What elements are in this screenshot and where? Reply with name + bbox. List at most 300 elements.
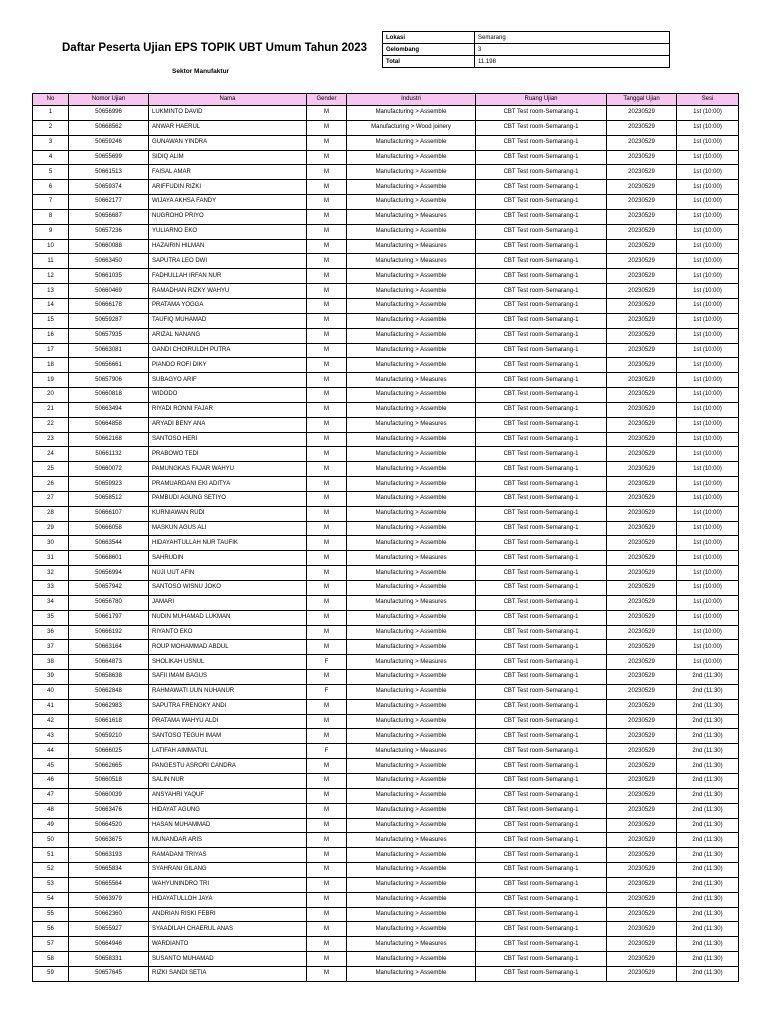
col-sesi-cell: 1st (10:00) (677, 625, 739, 640)
col-gender-cell: M (307, 848, 347, 863)
col-sesi-cell: 1st (10:00) (677, 595, 739, 610)
col-nomor-ujian-cell: 50666178 (69, 298, 149, 313)
table-row (33, 714, 739, 729)
col-tanggal-ujian-cell: 20230529 (607, 907, 677, 922)
col-tanggal-ujian-cell: 20230529 (607, 254, 677, 269)
col-gender-cell: M (307, 773, 347, 788)
col-tanggal-ujian-cell: 20230529 (607, 803, 677, 818)
col-gender-cell: M (307, 447, 347, 462)
col-ruang-ujian-header: Ruang Ujian (476, 94, 607, 106)
col-industri-cell: Manufacturing > Wood joinery (347, 120, 476, 135)
table-row (33, 848, 739, 863)
col-ruang-ujian-cell: CBT Test room-Semarang-1 (476, 447, 607, 462)
col-sesi-cell: 2nd (11:30) (677, 833, 739, 848)
table-row (33, 640, 739, 655)
col-industri-cell: Manufacturing > Assemble (347, 447, 476, 462)
col-sesi-cell: 2nd (11:30) (677, 952, 739, 967)
col-nama-cell: MUNANDAR ARIS (149, 833, 307, 848)
col-no-cell: 41 (33, 699, 69, 714)
col-ruang-ujian-cell: CBT Test room-Semarang-1 (476, 966, 607, 981)
col-no-cell: 46 (33, 773, 69, 788)
col-ruang-ujian-cell: CBT Test room-Semarang-1 (476, 506, 607, 521)
col-no-cell: 58 (33, 952, 69, 967)
info-value: 3 (475, 44, 670, 56)
col-industri-header: Industri (347, 94, 476, 106)
col-sesi-cell: 2nd (11:30) (677, 684, 739, 699)
col-nama-cell: SYAHRANI GILANG (149, 863, 307, 878)
col-nomor-ujian-cell: 50661797 (69, 610, 149, 625)
col-industri-cell: Manufacturing > Assemble (347, 358, 476, 373)
col-nama-cell: ARIFFUDIN RIZKI (149, 180, 307, 195)
col-ruang-ujian-cell: CBT Test room-Semarang-1 (476, 402, 607, 417)
col-sesi-cell: 2nd (11:30) (677, 773, 739, 788)
col-nomor-ujian-cell: 50661513 (69, 165, 149, 180)
col-ruang-ujian-cell: CBT Test room-Semarang-1 (476, 388, 607, 403)
col-ruang-ujian-cell: CBT Test room-Semarang-1 (476, 417, 607, 432)
col-ruang-ujian-cell: CBT Test room-Semarang-1 (476, 640, 607, 655)
col-gender-cell: M (307, 417, 347, 432)
col-nama-cell: RAMADHAN RIZKY WAHYU (149, 284, 307, 299)
col-no-cell: 28 (33, 506, 69, 521)
table-row (33, 491, 739, 506)
col-nama-cell: SANTOSO WISNU JOKO (149, 581, 307, 596)
col-nomor-ujian-cell: 50663979 (69, 892, 149, 907)
col-nama-cell: ANDRIAN RISKI FEBRI (149, 907, 307, 922)
col-tanggal-ujian-cell: 20230529 (607, 952, 677, 967)
col-gender-cell: M (307, 313, 347, 328)
col-nama-cell: KURNIAWAN RUDI (149, 506, 307, 521)
col-nomor-ujian-cell: 50661035 (69, 269, 149, 284)
col-industri-cell: Manufacturing > Assemble (347, 388, 476, 403)
col-nama-cell: HAZAIRIN HILMAN (149, 239, 307, 254)
col-sesi-cell: 2nd (11:30) (677, 818, 739, 833)
col-gender-cell: M (307, 714, 347, 729)
col-sesi-cell: 1st (10:00) (677, 477, 739, 492)
col-tanggal-ujian-cell: 20230529 (607, 684, 677, 699)
col-industri-cell: Manufacturing > Assemble (347, 773, 476, 788)
col-no-cell: 37 (33, 640, 69, 655)
col-tanggal-ujian-cell: 20230529 (607, 536, 677, 551)
col-sesi-cell: 1st (10:00) (677, 388, 739, 403)
col-industri-cell: Manufacturing > Assemble (347, 195, 476, 210)
col-tanggal-ujian-cell: 20230529 (607, 106, 677, 121)
col-industri-cell: Manufacturing > Assemble (347, 566, 476, 581)
col-industri-cell: Manufacturing > Assemble (347, 966, 476, 981)
col-sesi-cell: 2nd (11:30) (677, 699, 739, 714)
col-sesi-header: Sesi (677, 94, 739, 106)
col-gender-cell: M (307, 803, 347, 818)
col-sesi-cell: 2nd (11:30) (677, 729, 739, 744)
col-ruang-ujian-cell: CBT Test room-Semarang-1 (476, 536, 607, 551)
col-no-cell: 49 (33, 818, 69, 833)
col-tanggal-ujian-cell: 20230529 (607, 551, 677, 566)
participant-table (32, 93, 739, 982)
col-industri-cell: Manufacturing > Assemble (347, 106, 476, 121)
col-no-cell: 24 (33, 447, 69, 462)
col-no-cell: 59 (33, 966, 69, 981)
col-sesi-cell: 1st (10:00) (677, 432, 739, 447)
col-ruang-ujian-cell: CBT Test room-Semarang-1 (476, 313, 607, 328)
col-nomor-ujian-cell: 50660518 (69, 773, 149, 788)
col-tanggal-ujian-cell: 20230529 (607, 640, 677, 655)
col-no-cell: 52 (33, 863, 69, 878)
col-nama-cell: TAUFIQ MUHAMAD (149, 313, 307, 328)
col-no-cell: 51 (33, 848, 69, 863)
col-no-cell: 35 (33, 610, 69, 625)
col-tanggal-ujian-header: Tanggal Ujian (607, 94, 677, 106)
col-nomor-ujian-cell: 50662983 (69, 699, 149, 714)
col-tanggal-ujian-cell: 20230529 (607, 759, 677, 774)
col-no-cell: 50 (33, 833, 69, 848)
col-industri-cell: Manufacturing > Assemble (347, 432, 476, 447)
table-row (33, 966, 739, 981)
col-ruang-ujian-cell: CBT Test room-Semarang-1 (476, 298, 607, 313)
table-row (33, 313, 739, 328)
col-industri-cell: Manufacturing > Measures (347, 254, 476, 269)
col-no-cell: 11 (33, 254, 69, 269)
col-gender-cell: M (307, 759, 347, 774)
col-ruang-ujian-cell: CBT Test room-Semarang-1 (476, 803, 607, 818)
table-row (33, 447, 739, 462)
col-tanggal-ujian-cell: 20230529 (607, 714, 677, 729)
col-ruang-ujian-cell: CBT Test room-Semarang-1 (476, 833, 607, 848)
col-tanggal-ujian-cell: 20230529 (607, 670, 677, 685)
table-row (33, 744, 739, 759)
col-tanggal-ujian-cell: 20230529 (607, 120, 677, 135)
col-no-cell: 5 (33, 165, 69, 180)
col-industri-cell: Manufacturing > Assemble (347, 863, 476, 878)
col-nama-cell: RAHMAWATI UUN NUHANUR (149, 684, 307, 699)
col-nomor-ujian-cell: 50660088 (69, 239, 149, 254)
col-nomor-ujian-cell: 50655927 (69, 922, 149, 937)
col-gender-cell: M (307, 581, 347, 596)
table-row (33, 254, 739, 269)
col-ruang-ujian-cell: CBT Test room-Semarang-1 (476, 224, 607, 239)
col-tanggal-ujian-cell: 20230529 (607, 773, 677, 788)
col-sesi-cell: 2nd (11:30) (677, 937, 739, 952)
col-industri-cell: Manufacturing > Assemble (347, 670, 476, 685)
col-ruang-ujian-cell: CBT Test room-Semarang-1 (476, 269, 607, 284)
table-row (33, 625, 739, 640)
col-no-cell: 18 (33, 358, 69, 373)
col-ruang-ujian-cell: CBT Test room-Semarang-1 (476, 863, 607, 878)
col-nama-cell: SAFII IMAM BAGUS (149, 670, 307, 685)
col-nomor-ujian-cell: 50664520 (69, 818, 149, 833)
col-no-cell: 38 (33, 655, 69, 670)
col-tanggal-ujian-cell: 20230529 (607, 818, 677, 833)
col-nama-cell: NUDIN MUHAMAD LUKMAN (149, 610, 307, 625)
col-nomor-ujian-cell: 50660469 (69, 284, 149, 299)
col-gender-cell: M (307, 135, 347, 150)
col-sesi-cell: 1st (10:00) (677, 566, 739, 581)
col-gender-cell: M (307, 506, 347, 521)
col-tanggal-ujian-cell: 20230529 (607, 877, 677, 892)
col-ruang-ujian-cell: CBT Test room-Semarang-1 (476, 239, 607, 254)
col-no-cell: 17 (33, 343, 69, 358)
col-nomor-ujian-cell: 50662665 (69, 759, 149, 774)
col-tanggal-ujian-cell: 20230529 (607, 833, 677, 848)
col-nomor-ujian-cell: 50663193 (69, 848, 149, 863)
col-tanggal-ujian-cell: 20230529 (607, 313, 677, 328)
col-tanggal-ujian-cell: 20230529 (607, 417, 677, 432)
col-sesi-cell: 1st (10:00) (677, 195, 739, 210)
col-nomor-ujian-cell: 50663544 (69, 536, 149, 551)
col-industri-cell: Manufacturing > Assemble (347, 907, 476, 922)
col-ruang-ujian-cell: CBT Test room-Semarang-1 (476, 551, 607, 566)
col-nama-cell: RIZKI SANDI SETIA (149, 966, 307, 981)
col-nomor-ujian-cell: 50662848 (69, 684, 149, 699)
col-nama-cell: PRATAMA YOGGA (149, 298, 307, 313)
col-industri-cell: Manufacturing > Assemble (347, 298, 476, 313)
col-gender-cell: M (307, 477, 347, 492)
col-nama-cell: GUNAWAN YINDRA (149, 135, 307, 150)
col-no-cell: 7 (33, 195, 69, 210)
col-gender-cell: M (307, 551, 347, 566)
col-nama-cell: SHOLIKAH USNUL (149, 655, 307, 670)
table-row (33, 180, 739, 195)
col-industri-cell: Manufacturing > Assemble (347, 343, 476, 358)
col-ruang-ujian-cell: CBT Test room-Semarang-1 (476, 595, 607, 610)
sector-subtitle: Sektor Manufaktur (172, 68, 230, 75)
table-row (33, 506, 739, 521)
col-nomor-ujian-cell: 50664858 (69, 417, 149, 432)
col-sesi-cell: 1st (10:00) (677, 313, 739, 328)
col-ruang-ujian-cell: CBT Test room-Semarang-1 (476, 670, 607, 685)
col-nomor-ujian-cell: 50663675 (69, 833, 149, 848)
col-nama-cell: YULIARNO EKO (149, 224, 307, 239)
col-sesi-cell: 2nd (11:30) (677, 803, 739, 818)
col-nama-cell: SANTOSO TEGUH IMAM (149, 729, 307, 744)
table-row (33, 135, 739, 150)
info-table (382, 31, 670, 68)
col-nama-cell: ROUP MOHAMMAD ABDUL (149, 640, 307, 655)
col-gender-cell: M (307, 640, 347, 655)
col-gender-cell: M (307, 150, 347, 165)
col-gender-cell: M (307, 106, 347, 121)
col-no-cell: 19 (33, 373, 69, 388)
col-sesi-cell: 1st (10:00) (677, 610, 739, 625)
col-nama-cell: ARYADI BENY ANA (149, 417, 307, 432)
col-nomor-ujian-cell: 50668562 (69, 120, 149, 135)
col-nama-header: Nama (149, 94, 307, 106)
col-gender-cell: M (307, 521, 347, 536)
col-sesi-cell: 2nd (11:30) (677, 744, 739, 759)
col-ruang-ujian-cell: CBT Test room-Semarang-1 (476, 655, 607, 670)
col-nama-cell: LATIFAH AIMMATUL (149, 744, 307, 759)
col-nomor-ujian-cell: 50657942 (69, 581, 149, 596)
col-nomor-ujian-cell: 50663494 (69, 402, 149, 417)
col-ruang-ujian-cell: CBT Test room-Semarang-1 (476, 610, 607, 625)
col-gender-cell: M (307, 209, 347, 224)
col-ruang-ujian-cell: CBT Test room-Semarang-1 (476, 373, 607, 388)
col-ruang-ujian-cell: CBT Test room-Semarang-1 (476, 744, 607, 759)
col-tanggal-ujian-cell: 20230529 (607, 521, 677, 536)
col-sesi-cell: 2nd (11:30) (677, 759, 739, 774)
col-no-cell: 21 (33, 402, 69, 417)
col-nomor-ujian-cell: 50656994 (69, 566, 149, 581)
col-nomor-ujian-cell: 50660039 (69, 788, 149, 803)
col-gender-cell: F (307, 684, 347, 699)
col-ruang-ujian-cell: CBT Test room-Semarang-1 (476, 922, 607, 937)
col-nomor-ujian-cell: 50661618 (69, 714, 149, 729)
col-industri-cell: Manufacturing > Assemble (347, 135, 476, 150)
col-no-cell: 9 (33, 224, 69, 239)
table-row (33, 358, 739, 373)
col-sesi-cell: 1st (10:00) (677, 581, 739, 596)
col-no-cell: 20 (33, 388, 69, 403)
col-no-cell: 29 (33, 521, 69, 536)
col-no-cell: 33 (33, 581, 69, 596)
table-row (33, 298, 739, 313)
col-gender-cell: M (307, 284, 347, 299)
col-tanggal-ujian-cell: 20230529 (607, 209, 677, 224)
col-tanggal-ujian-cell: 20230529 (607, 610, 677, 625)
col-nama-cell: SAPUTRA LEO DWI (149, 254, 307, 269)
col-nomor-ujian-cell: 50656780 (69, 595, 149, 610)
col-gender-cell: M (307, 952, 347, 967)
col-nama-cell: ANSYAHRI YAQUF (149, 788, 307, 803)
col-industri-cell: Manufacturing > Assemble (347, 402, 476, 417)
col-nomor-ujian-cell: 50664873 (69, 655, 149, 670)
col-industri-cell: Manufacturing > Assemble (347, 506, 476, 521)
col-nama-cell: PAMUNGKAS FAJAR WAHYU (149, 462, 307, 477)
col-tanggal-ujian-cell: 20230529 (607, 848, 677, 863)
table-row (33, 284, 739, 299)
table-row (33, 417, 739, 432)
col-no-cell: 40 (33, 684, 69, 699)
col-nama-cell: SYAADILAH CHAERUL ANAS (149, 922, 307, 937)
col-ruang-ujian-cell: CBT Test room-Semarang-1 (476, 877, 607, 892)
col-ruang-ujian-cell: CBT Test room-Semarang-1 (476, 892, 607, 907)
table-row (33, 120, 739, 135)
col-industri-cell: Manufacturing > Assemble (347, 581, 476, 596)
table-row (33, 165, 739, 180)
col-nomor-ujian-cell: 50658331 (69, 952, 149, 967)
col-sesi-cell: 1st (10:00) (677, 358, 739, 373)
col-no-cell: 13 (33, 284, 69, 299)
col-no-cell: 12 (33, 269, 69, 284)
col-gender-cell: M (307, 373, 347, 388)
col-tanggal-ujian-cell: 20230529 (607, 788, 677, 803)
table-row (33, 209, 739, 224)
col-ruang-ujian-cell: CBT Test room-Semarang-1 (476, 120, 607, 135)
col-gender-cell: M (307, 388, 347, 403)
col-gender-cell: M (307, 358, 347, 373)
col-ruang-ujian-cell: CBT Test room-Semarang-1 (476, 462, 607, 477)
col-nama-cell: HIDAYAHTULLAH NUR TAUFIK (149, 536, 307, 551)
col-sesi-cell: 2nd (11:30) (677, 670, 739, 685)
col-tanggal-ujian-cell: 20230529 (607, 343, 677, 358)
col-industri-cell: Manufacturing > Assemble (347, 150, 476, 165)
col-nomor-ujian-cell: 50656996 (69, 106, 149, 121)
table-row (33, 269, 739, 284)
col-nomor-ujian-cell: 50664946 (69, 937, 149, 952)
col-sesi-cell: 1st (10:00) (677, 640, 739, 655)
col-industri-cell: Manufacturing > Assemble (347, 640, 476, 655)
info-row (383, 44, 670, 56)
col-gender-cell: M (307, 699, 347, 714)
col-nomor-ujian-cell: 50662168 (69, 432, 149, 447)
col-gender-cell: M (307, 610, 347, 625)
col-nama-cell: JAMARI (149, 595, 307, 610)
col-no-cell: 30 (33, 536, 69, 551)
col-nomor-ujian-cell: 50659246 (69, 135, 149, 150)
col-nama-cell: FADHULLAH IRFAN NUR (149, 269, 307, 284)
col-sesi-cell: 1st (10:00) (677, 120, 739, 135)
col-tanggal-ujian-cell: 20230529 (607, 195, 677, 210)
table-row (33, 595, 739, 610)
table-row (33, 759, 739, 774)
col-no-cell: 4 (33, 150, 69, 165)
col-nama-cell: SUSANTO MUHAMAD (149, 952, 307, 967)
col-ruang-ujian-cell: CBT Test room-Semarang-1 (476, 254, 607, 269)
col-gender-cell: M (307, 892, 347, 907)
col-gender-cell: M (307, 269, 347, 284)
col-no-cell: 2 (33, 120, 69, 135)
col-nomor-ujian-cell: 50659923 (69, 477, 149, 492)
col-tanggal-ujian-cell: 20230529 (607, 373, 677, 388)
col-sesi-cell: 1st (10:00) (677, 239, 739, 254)
info-value: 11.198 (475, 56, 670, 68)
col-gender-cell: M (307, 833, 347, 848)
col-ruang-ujian-cell: CBT Test room-Semarang-1 (476, 788, 607, 803)
info-value: Semarang (475, 32, 670, 44)
col-industri-cell: Manufacturing > Assemble (347, 729, 476, 744)
col-gender-cell: M (307, 729, 347, 744)
col-ruang-ujian-cell: CBT Test room-Semarang-1 (476, 818, 607, 833)
col-no-cell: 43 (33, 729, 69, 744)
table-row (33, 788, 739, 803)
table-row (33, 684, 739, 699)
col-industri-cell: Manufacturing > Assemble (347, 477, 476, 492)
col-tanggal-ujian-cell: 20230529 (607, 595, 677, 610)
col-ruang-ujian-cell: CBT Test room-Semarang-1 (476, 684, 607, 699)
col-ruang-ujian-cell: CBT Test room-Semarang-1 (476, 566, 607, 581)
col-nama-cell: HIDAYATULLOH JAYA (149, 892, 307, 907)
col-ruang-ujian-cell: CBT Test room-Semarang-1 (476, 195, 607, 210)
col-nomor-ujian-cell: 50659287 (69, 313, 149, 328)
col-sesi-cell: 1st (10:00) (677, 506, 739, 521)
col-nomor-ujian-cell: 50665564 (69, 877, 149, 892)
col-nomor-ujian-cell: 50659210 (69, 729, 149, 744)
col-no-cell: 16 (33, 328, 69, 343)
col-industri-cell: Manufacturing > Measures (347, 595, 476, 610)
document-title: Daftar Peserta Ujian EPS TOPIK UBT Umum Tahun 2023 (62, 42, 368, 54)
table-row (33, 818, 739, 833)
col-nomor-ujian-cell: 50657935 (69, 328, 149, 343)
col-no-cell: 3 (33, 135, 69, 150)
col-no-cell: 15 (33, 313, 69, 328)
col-gender-cell: M (307, 298, 347, 313)
table-row (33, 581, 739, 596)
col-no-cell: 8 (33, 209, 69, 224)
col-tanggal-ujian-cell: 20230529 (607, 462, 677, 477)
col-gender-cell: M (307, 180, 347, 195)
col-industri-cell: Manufacturing > Assemble (347, 462, 476, 477)
col-sesi-cell: 2nd (11:30) (677, 863, 739, 878)
col-no-cell: 32 (33, 566, 69, 581)
col-industri-cell: Manufacturing > Measures (347, 373, 476, 388)
col-gender-cell: F (307, 655, 347, 670)
col-tanggal-ujian-cell: 20230529 (607, 358, 677, 373)
col-gender-cell: M (307, 462, 347, 477)
col-tanggal-ujian-cell: 20230529 (607, 892, 677, 907)
col-nomor-ujian-cell: 50666107 (69, 506, 149, 521)
col-ruang-ujian-cell: CBT Test room-Semarang-1 (476, 773, 607, 788)
col-no-cell: 44 (33, 744, 69, 759)
col-industri-cell: Manufacturing > Assemble (347, 328, 476, 343)
col-sesi-cell: 1st (10:00) (677, 106, 739, 121)
